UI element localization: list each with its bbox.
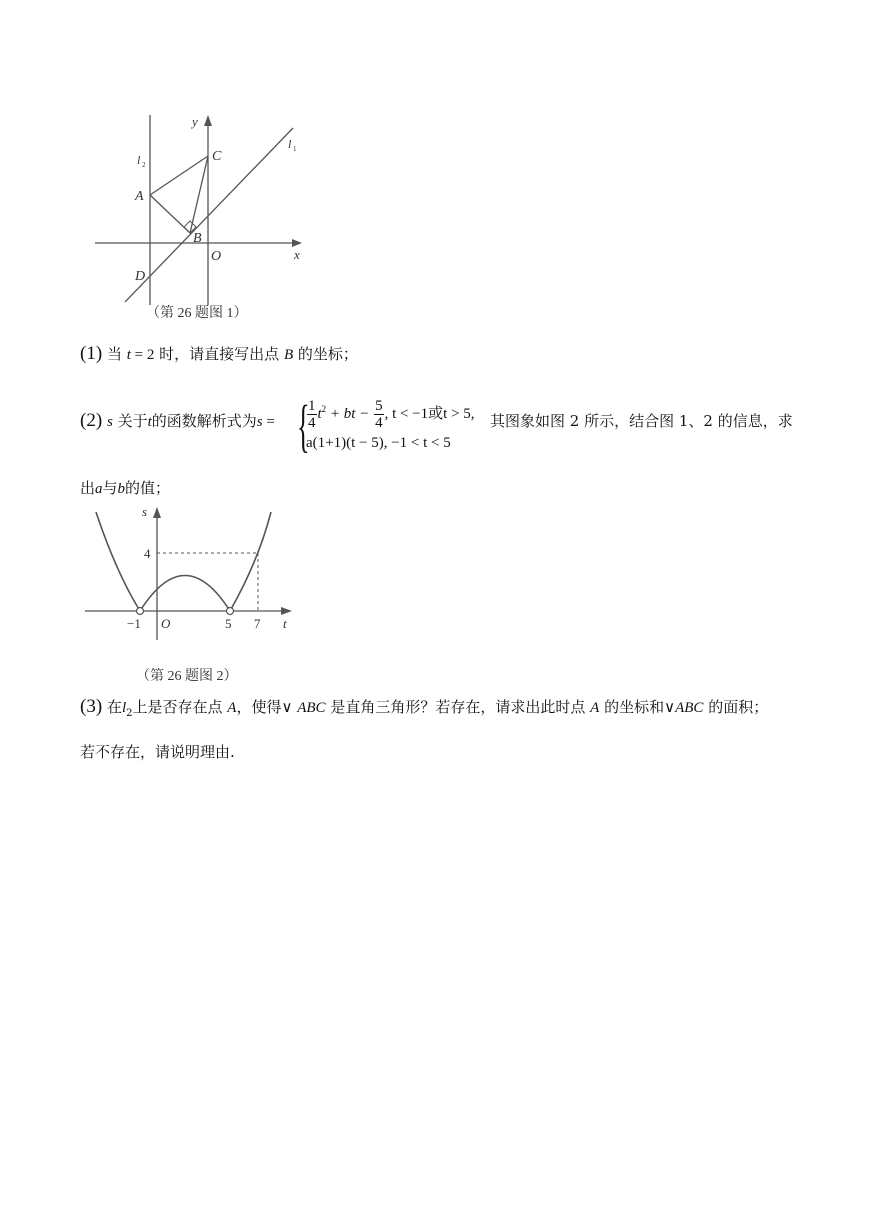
case1-t: t xyxy=(317,405,322,422)
q3-var-l: l xyxy=(121,700,127,716)
frac1-num: 1 xyxy=(308,398,316,414)
case2-text: a(1+1)(t − 5), −1 < t < 5 xyxy=(306,435,451,451)
q3-mid3: 是直角三角形？若存在，请求出此时点 xyxy=(330,698,586,716)
q3-point-A: A xyxy=(227,700,237,716)
q3-triangle-ABC: ABC xyxy=(297,700,326,716)
fig1-label-y: y xyxy=(192,114,198,129)
piecewise-case-2 xyxy=(306,435,451,452)
q3-number: (3) xyxy=(80,696,103,717)
q2-var-t: t xyxy=(147,414,152,430)
fig1-label-l2: l xyxy=(137,153,141,167)
q1-mid: 时，请直接写出点 xyxy=(159,345,280,363)
q3-point-A2: A xyxy=(590,700,600,716)
q2-var-s: s xyxy=(106,414,113,430)
figure-1 xyxy=(80,110,340,325)
fig2-label-t: t xyxy=(283,616,287,631)
q2-number: (2) xyxy=(80,410,103,431)
frac-1-4 xyxy=(307,398,317,431)
fig1-caption: （第 26 题图 1） xyxy=(146,306,248,321)
q3-mid4: 的坐标和∨ xyxy=(604,698,676,716)
fig1-label-l1-sub: 1 xyxy=(293,145,297,153)
q2-line2-post: 的值； xyxy=(125,479,171,497)
piecewise-case-1 xyxy=(306,398,475,431)
q1-post: 的坐标； xyxy=(297,345,358,363)
fig2-caption: （第 26 题图 2） xyxy=(136,669,238,684)
q2-eq: = xyxy=(262,414,275,430)
q2-label xyxy=(80,410,275,432)
case1-sup: 2 xyxy=(321,403,327,414)
figure-2-svg xyxy=(80,500,310,690)
q1-number: (1) xyxy=(80,343,103,364)
fig1-label-l1: l xyxy=(288,137,292,151)
q2-var-s2: s xyxy=(256,414,263,430)
fig2-label-neg1: −1 xyxy=(127,616,141,631)
q2-mid: 的函数解析式为 xyxy=(151,412,257,430)
q2-tail: 其图象如图 2 所示，结合图 1、2 的信息，求 xyxy=(490,412,793,430)
q3-sub: 2 xyxy=(126,708,133,719)
q2-line2-pre: 出 xyxy=(80,479,96,497)
q3-line2: 若不存在，请说明理由. xyxy=(80,743,235,761)
frac2-den: 4 xyxy=(375,415,383,431)
q2-and: 与 xyxy=(102,479,118,497)
frac-5-4 xyxy=(374,398,384,431)
fig1-label-O: O xyxy=(211,249,222,264)
piecewise-brace: { xyxy=(297,393,310,458)
fig1-label-C: C xyxy=(212,149,222,164)
fig2-label-4: 4 xyxy=(144,546,151,561)
q1-eq: = 2 xyxy=(130,347,155,363)
q3-mid1: 上是否存在点 xyxy=(132,698,223,716)
q3-triangle-ABC2: ABC xyxy=(675,700,704,716)
question-2-formula xyxy=(80,393,800,458)
question-3 xyxy=(80,697,768,724)
figure-2 xyxy=(80,500,310,690)
q1-point-B: B xyxy=(283,347,294,363)
frac1-den: 4 xyxy=(308,415,316,431)
frac2-num: 5 xyxy=(375,398,383,414)
fig2-label-s: s xyxy=(142,504,148,519)
q3-mid2: ，使得∨ xyxy=(236,698,293,716)
fig1-label-x: x xyxy=(294,247,300,262)
q3-post: 的面积； xyxy=(708,698,769,716)
case1-cond: , t < −1或t > 5, xyxy=(384,405,475,422)
fig2-label-7: 7 xyxy=(254,616,261,631)
fig2-label-O: O xyxy=(161,616,171,631)
fig1-label-l2-sub: 2 xyxy=(142,161,146,169)
fig1-label-D: D xyxy=(135,269,146,284)
fig1-label-B: B xyxy=(193,231,202,246)
fig2-label-5: 5 xyxy=(225,616,232,631)
question-3-line-2 xyxy=(80,742,235,762)
q3-pre: 在 xyxy=(106,698,122,716)
q2-pre: 关于 xyxy=(117,412,148,430)
q1-pre: 当 xyxy=(106,345,122,363)
question-2-line-2 xyxy=(80,478,170,499)
question-1 xyxy=(80,344,358,365)
case1-bt: + bt − xyxy=(326,405,374,422)
q2-var-a: a xyxy=(95,481,103,497)
q2-var-b: b xyxy=(117,481,126,497)
figure-1-svg xyxy=(80,110,340,325)
fig1-label-A: A xyxy=(135,189,144,204)
q1-var-t: t xyxy=(126,347,131,363)
